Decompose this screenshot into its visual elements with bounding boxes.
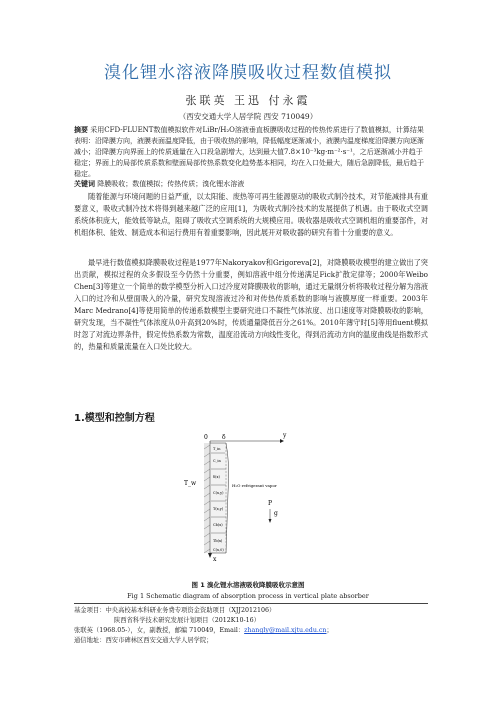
figure-caption-cn: 图 1 溴化锂水溶液吸收降膜吸收示意图 [191, 581, 305, 589]
fund-line-2: 陕西省科学技术研究发展计划项目（2012K10-16） [114, 617, 260, 624]
bulk-temp-label: Tb(x) [213, 539, 223, 543]
bottom-label: C(x,0) [213, 548, 224, 552]
y-axis-arrow [280, 439, 284, 443]
x-axis-arrow [208, 553, 212, 558]
wall-label: T_w [184, 480, 197, 487]
abstract [74, 124, 428, 180]
concentration-label: C(x,y) [213, 491, 224, 495]
vapor-label: H₂O refrigerant vapor [232, 483, 277, 488]
author-tail: ； [326, 627, 333, 634]
bulk-conc-label: Cb(x) [213, 523, 223, 527]
section-heading: 1.模型和控制方程 [74, 413, 155, 424]
thickness-label: δ(x) [213, 475, 220, 479]
x-axis-label: x [213, 556, 217, 563]
fund-line-1 [74, 606, 428, 616]
pressure-label: P [268, 500, 273, 507]
abstract-text: 采用CFD-FLUENT数值模拟软件对LiBr/H₂O溶液垂直板膜吸收过程的传热传质进行了数值模拟，计算结果表明：沿降膜方向，液膜表面温度降低，由于吸收热的影响，降低幅度逐渐减小，液膜内温度梯度沿降膜方向逐渐减小；沿降膜方向界面上的传质通量在入口段急剧增大，达到最大值7.8×10⁻³kg·m⁻²·s⁻¹，之后逐渐减小并趋于稳定；界面上的局部传质系数和壁面局部传热系数变化趋势基本相同，均在入口处最大，随后急剧降低，最后趋于稳定。 [74, 126, 424, 178]
delta-label: δ [222, 434, 226, 441]
footnote-divider [74, 603, 428, 604]
paragraph-1: 随着能源与环境问题的日益严重，以太阳能、废热等可再生能源驱动的吸收式制冷技术，对节能减排具有重要意义，吸收式制冷技术将得到越来越广泛的应用[1]，为吸收式制冷技术的发展提供了机遇。由于吸收式空调系统体积庞大，能效低等缺点，阻碍了吸收式空调系统的大规模应用。吸收器是吸收式空调机组的重要部件，对机组体积、能效、制造成本和运行费用有着重要影响，因此展开对吸收器的研究有着十分重要的意义。 [74, 192, 428, 237]
keywords-text: 降膜吸收；数值模拟；传热传质；溴化锂水溶液 [97, 180, 245, 188]
inlet-temp-label: T_in [213, 447, 221, 451]
keywords [74, 178, 428, 190]
temperature-label: T(x,y) [213, 507, 224, 511]
inlet-conc-label: C_in [213, 459, 221, 463]
affiliation: （西安交通大学人居学院 西安 710049） [178, 112, 318, 121]
authors: 张联英 王迅 付永霞 [185, 94, 311, 107]
address-line: 通信地址：西安市碑林区西安交通大学人居学院； [74, 637, 213, 644]
abstract-label: 摘要 [74, 125, 88, 134]
gravity-arrow-head [269, 519, 272, 523]
author-info: 张联英（1968.05-），女，副教授，邮编 710049，Email： [74, 627, 245, 634]
fund-label: 基金项目： [74, 607, 106, 614]
author-info-line [74, 626, 428, 636]
y-axis-label: y [283, 433, 287, 439]
author-email-link[interactable]: zhangly@mail.xjtu.edu.cn [244, 627, 327, 634]
figure-caption-en: Fig 1 Schematic diagram of absorption process in vertical plate absorber [127, 592, 369, 600]
paragraph-2: 最早进行数值模拟降膜吸收过程是1977年Nakoryakov和Grigoreva[2]，对降膜吸收模型的建立做出了突出贡献，模拟过程的众多假设至今仍然十分重要，例如溶液中组分传递满足Fick扩散定律等；2000年Weibo Chen[3]等建立一个简单的数学模型分析入口过冷度对降膜吸收的影响，通过无量纲分析将吸收过程分解为溶液入口的过冷和从壁面吸入的冷量，研究发现溶液过冷和对传热传质系数的影响与液膜厚度一样重要。2003年Marc Medrano[4]等使用简单的传递系数模型主要研究进口不凝性气体浓度、出口速度等对降膜吸收的影响，研究发现，当不凝性气体浓度从0升高到20%时，传质通量降低百分之61%。2010年薄守时[5]等用fluent模拟时忽了对流边界条件，假定传热系数为常数，温度沿流动方向线性变化，得到沿流动方向的温度曲线是指数形式的，热量和质量流量在入口处比较大。 [74, 258, 428, 351]
falling-film-diagram [180, 433, 330, 563]
origin-label: 0 [204, 434, 208, 441]
paper-title: 溴化锂水溶液降膜吸收过程数值模拟 [104, 63, 392, 83]
footnotes [74, 606, 428, 646]
fund-1: 中央高校基本科研业务费专项资金资助项目（XJJ2012106） [105, 607, 276, 614]
keywords-label: 关键词 [74, 179, 95, 188]
gravity-label: g [274, 510, 278, 517]
